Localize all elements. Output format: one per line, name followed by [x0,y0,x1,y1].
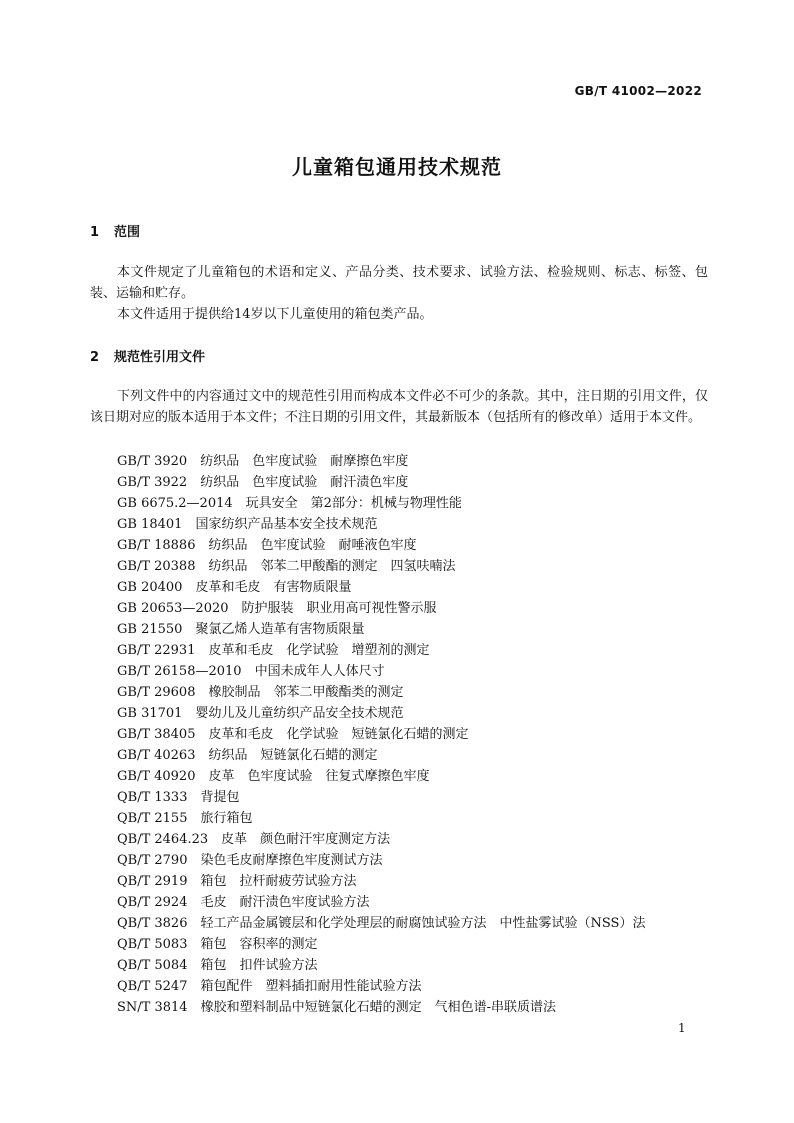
reference-item [117,535,645,556]
reference-title: 纺织品 短链氯化石蜡的测定 [208,748,378,763]
reference-title: 橡胶和塑料制品中短链氯化石蜡的测定 气相色谱-串联质谱法 [200,1000,556,1015]
scope-paragraph-2: 本文件适用于提供给14岁以下儿童使用的箱包类产品。 [117,307,433,322]
reference-code: QB/T 5083 [117,937,188,952]
reference-item [117,703,645,724]
reference-code: GB/T 3920 [117,454,188,469]
reference-title: 轻工产品金属镀层和化学处理层的耐腐蚀试验方法 中性盐雾试验（NSS）法 [200,916,646,931]
reference-title: 玩具安全 第2部分：机械与物理性能 [245,496,462,511]
reference-title: 旅行箱包 [200,811,253,826]
reference-code: QB/T 3826 [117,916,188,931]
reference-title: 橡胶制品 邻苯二甲酸酯类的测定 [208,685,404,700]
reference-item [117,829,645,850]
reference-item [117,997,645,1018]
reference-title: 国家纺织产品基本安全技术规范 [195,517,378,532]
reference-code: GB 20653—2020 [117,601,229,616]
reference-code: QB/T 1333 [117,790,188,805]
scope-paragraph-1: 本文件规定了儿童箱包的术语和定义、产品分类、技术要求、试验方法、检验规则、标志、标签、包装、运输和贮存。 [90,265,708,301]
reference-code: QB/T 5247 [117,979,188,994]
page-number: 1 [678,1021,686,1035]
reference-code: QB/T 2924 [117,895,188,910]
reference-code: GB/T 22931 [117,643,196,658]
reference-code: SN/T 3814 [117,1000,188,1015]
reference-code: QB/T 5084 [117,958,188,973]
reference-item [117,493,645,514]
reference-code: GB/T 3922 [117,475,188,490]
reference-title: 染色毛皮耐摩擦色牢度测试方法 [200,853,383,868]
reference-item [117,472,645,493]
reference-title: 皮革 色牢度试验 往复式摩擦色牢度 [208,769,430,784]
reference-title: 纺织品 色牢度试验 耐摩擦色牢度 [200,454,409,469]
reference-item [117,451,645,472]
reference-code: GB/T 40920 [117,769,196,784]
reference-item [117,514,645,535]
section-title: 规范性引用文件 [114,350,206,365]
reference-title: 纺织品 邻苯二甲酸酯的测定 四氢呋喃法 [208,559,456,574]
reference-code: QB/T 2155 [117,811,188,826]
document-title: 儿童箱包通用技术规范 [292,155,502,179]
reference-code: QB/T 2919 [117,874,188,889]
reference-title: 箱包 扣件试验方法 [200,958,318,973]
reference-code: GB/T 20388 [117,559,196,574]
section-number: 1 [90,225,100,240]
reference-code: GB 31701 [117,706,183,721]
reference-item [117,577,645,598]
reference-item [117,640,645,661]
reference-item [117,850,645,871]
reference-item [117,913,645,934]
reference-title: 箱包配件 塑料插扣耐用性能试验方法 [200,979,422,994]
reference-item [117,808,645,829]
reference-item [117,934,645,955]
reference-title: 聚氯乙烯人造革有害物质限量 [195,622,365,637]
reference-code: GB 6675.2—2014 [117,496,233,511]
references-intro-paragraph: 下列文件中的内容通过文中的规范性引用而构成本文件必不可少的条款。其中，注日期的引用文件，仅该日期对应的版本适用于本文件；不注日期的引用文件，其最新版本（包括所有的修改单）适用于本文件。 [90,389,708,425]
reference-title: 皮革和毛皮 化学试验 短链氯化石蜡的测定 [208,727,469,742]
reference-title: 皮革 颜色耐汗牢度测定方法 [221,832,391,847]
reference-title: 纺织品 色牢度试验 耐汗渍色牢度 [200,475,409,490]
reference-title: 箱包 拉杆耐疲劳试验方法 [200,874,357,889]
reference-code: GB/T 18886 [117,538,196,553]
reference-code: QB/T 2790 [117,853,188,868]
reference-code: GB 21550 [117,622,183,637]
reference-item [117,556,645,577]
reference-code: GB/T 26158—2010 [117,664,242,679]
reference-item [117,787,645,808]
standard-code: GB/T 41002—2022 [574,84,702,98]
reference-list [117,451,645,1018]
reference-code: GB/T 29608 [117,685,196,700]
reference-title: 箱包 容积率的测定 [200,937,318,952]
reference-title: 纺织品 色牢度试验 耐唾液色牢度 [208,538,417,553]
section-heading-scope [90,221,140,240]
reference-title: 防护服装 职业用高可视性警示服 [241,601,437,616]
reference-code: GB/T 38405 [117,727,196,742]
reference-title: 背提包 [200,790,240,805]
reference-title: 皮革和毛皮 有害物质限量 [195,580,352,595]
reference-code: GB 18401 [117,517,183,532]
reference-item [117,871,645,892]
reference-item [117,724,645,745]
reference-item [117,892,645,913]
reference-title: 毛皮 耐汗渍色牢度试验方法 [200,895,370,910]
reference-code: GB 20400 [117,580,183,595]
reference-code: QB/T 2464.23 [117,832,209,847]
reference-item [117,682,645,703]
reference-item [117,955,645,976]
section-title: 范围 [114,225,141,240]
reference-item [117,661,645,682]
section-number: 2 [90,350,100,365]
reference-item [117,745,645,766]
reference-item [117,598,645,619]
reference-title: 中国未成年人人体尺寸 [254,664,385,679]
reference-item [117,766,645,787]
reference-item [117,619,645,640]
reference-code: GB/T 40263 [117,748,196,763]
reference-item [117,976,645,997]
section-heading-normative-references [90,346,205,365]
reference-title: 婴幼儿及儿童纺织产品安全技术规范 [195,706,404,721]
reference-title: 皮革和毛皮 化学试验 增塑剂的测定 [208,643,430,658]
